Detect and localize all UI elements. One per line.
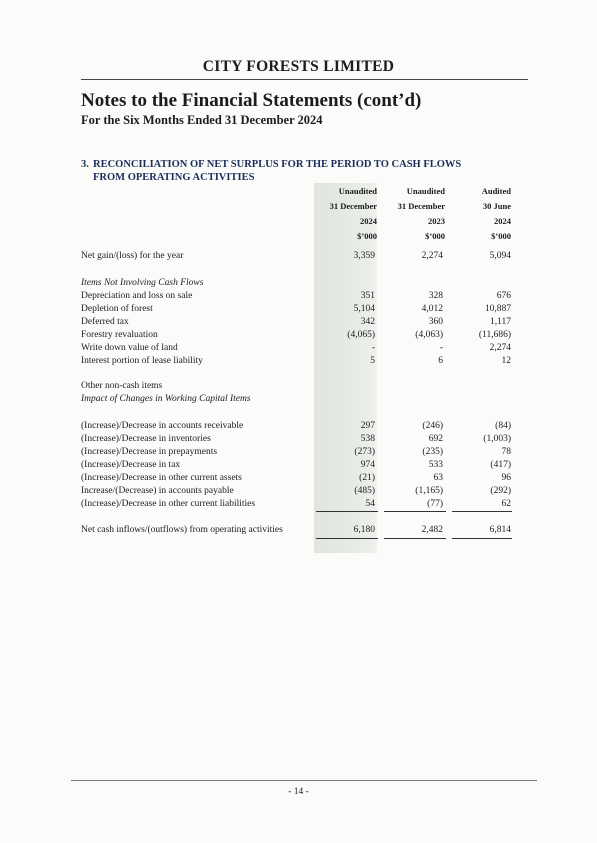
cell-annual: 1,117	[489, 317, 511, 327]
column-header-annual	[482, 184, 511, 244]
section-number: 3.	[81, 159, 89, 170]
footer-rule	[71, 780, 537, 781]
row-label: Deferred tax	[81, 317, 129, 327]
table-row	[81, 329, 511, 341]
column-year: 2024	[494, 216, 511, 226]
row-label: (Increase)/Decrease in tax	[81, 460, 181, 470]
row-label: Write down value of land	[81, 343, 178, 353]
cell-annual: 62	[501, 499, 511, 509]
row-label: (Increase)/Decrease in prepayments	[81, 447, 218, 457]
section-title-line2: FROM OPERATING ACTIVITIES	[93, 172, 255, 183]
table-row	[81, 472, 511, 484]
column-date: 30 June	[482, 201, 511, 211]
table-row	[81, 433, 511, 445]
cell-prior: 2,274	[421, 251, 443, 261]
cell-current: 538	[360, 434, 375, 444]
cell-current: (4,065)	[347, 330, 375, 340]
row-label: Forestry revaluation	[81, 330, 158, 340]
row-label: Interest portion of lease liability	[81, 356, 203, 366]
row-label: (Increase)/Decrease in inventories	[81, 434, 211, 444]
cell-current: 54	[365, 499, 375, 509]
column-status: Unaudited	[338, 186, 377, 196]
page-subtitle: For the Six Months Ended 31 December 2024	[81, 113, 323, 127]
column-header-prior	[398, 184, 445, 244]
table-row	[81, 342, 511, 354]
row-label: (Increase)/Decrease in other current liabilities	[81, 499, 256, 509]
cell-annual: 78	[501, 447, 511, 457]
row-label: Net cash inflows/(outflows) from operating activities	[81, 525, 283, 535]
column-date: 31 December	[329, 201, 377, 211]
cell-annual: (1,003)	[483, 434, 511, 444]
column-status: Audited	[481, 186, 511, 196]
cell-annual: 96	[501, 473, 511, 483]
table-row	[81, 290, 511, 302]
cell-prior: (4,063)	[415, 330, 443, 340]
cell-annual: (11,686)	[478, 330, 511, 340]
row-label: (Increase)/Decrease in other current assets	[81, 473, 242, 483]
cell-prior: 328	[428, 291, 443, 301]
section-title-line1: RECONCILIATION OF NET SURPLUS FOR THE PERIOD TO CASH FLOWS	[93, 159, 462, 170]
cell-prior: 6	[438, 356, 443, 366]
cell-current: (21)	[359, 473, 375, 483]
cell-annual: (417)	[490, 460, 511, 470]
cell-prior: 2,482	[421, 525, 443, 535]
cell-annual: 6,814	[489, 525, 511, 535]
column-year: 2024	[360, 216, 377, 226]
cell-prior: 360	[428, 317, 443, 327]
cell-prior: 692	[428, 434, 443, 444]
cell-current: 342	[360, 317, 375, 327]
cell-annual: 676	[496, 291, 511, 301]
total-rule	[384, 538, 446, 539]
total-rule	[316, 538, 378, 539]
column-date: 31 December	[397, 201, 445, 211]
cell-current: 351	[360, 291, 375, 301]
subtotal-rule	[384, 511, 446, 512]
row-label: Depreciation and loss on sale	[81, 291, 193, 301]
cell-current: 3,359	[353, 251, 375, 261]
cell-prior: -	[439, 343, 443, 353]
section-heading	[81, 158, 521, 184]
table-row	[81, 355, 511, 367]
cell-annual: (292)	[490, 486, 511, 496]
column-unit: $’000	[425, 231, 445, 241]
column-status: Unaudited	[406, 186, 445, 196]
cell-prior: (235)	[422, 447, 443, 457]
table-row-heading	[81, 380, 511, 392]
column-unit: $’000	[357, 231, 377, 241]
cell-prior: 4,012	[421, 304, 443, 314]
table-row	[81, 250, 511, 262]
cell-current: -	[371, 343, 375, 353]
table-row-heading	[81, 277, 511, 289]
row-label: Net gain/(loss) for the year	[81, 251, 184, 261]
subtotal-rule	[452, 511, 512, 512]
table-row	[81, 498, 511, 510]
cell-prior: (1,165)	[415, 486, 443, 496]
cell-current: 974	[360, 460, 375, 470]
row-label: Impact of Changes in Working Capital Items	[81, 394, 251, 404]
cell-prior: (246)	[422, 421, 443, 431]
cell-annual: (84)	[495, 421, 511, 431]
table-row	[81, 303, 511, 315]
row-label: Other non-cash items	[81, 381, 163, 391]
cell-prior: 63	[433, 473, 443, 483]
cell-current: 6,180	[353, 525, 375, 535]
table-row	[81, 485, 511, 497]
table-row	[81, 446, 511, 458]
cell-annual: 2,274	[489, 343, 511, 353]
company-name: CITY FORESTS LIMITED	[202, 58, 395, 75]
cell-current: 297	[360, 421, 375, 431]
page-title: Notes to the Financial Statements (cont’d)	[81, 90, 422, 111]
table-row	[81, 420, 511, 432]
cell-current: 5,104	[353, 304, 375, 314]
page-number: - 14 -	[288, 787, 309, 797]
cell-current: (485)	[354, 486, 375, 496]
column-unit: $’000	[491, 231, 511, 241]
table-row-total	[81, 524, 511, 536]
header-rule	[81, 79, 528, 80]
cell-annual: 10,887	[484, 304, 511, 314]
cell-current: (273)	[354, 447, 375, 457]
column-header-current	[330, 184, 377, 244]
subtotal-rule	[316, 511, 378, 512]
row-label: (Increase)/Decrease in accounts receivable	[81, 421, 244, 431]
cell-prior: 533	[428, 460, 443, 470]
table-row	[81, 316, 511, 328]
row-label: Items Not Involving Cash Flows	[81, 278, 204, 288]
table-row	[81, 459, 511, 471]
cell-annual: 12	[501, 356, 511, 366]
table-row-heading	[81, 393, 511, 405]
row-label: Depletion of forest	[81, 304, 153, 314]
row-label: Increase/(Decrease) in accounts payable	[81, 486, 234, 496]
cell-annual: 5,094	[489, 251, 511, 261]
cell-current: 5	[370, 356, 375, 366]
total-rule	[452, 538, 512, 539]
cell-prior: (77)	[427, 499, 443, 509]
column-year: 2023	[428, 216, 445, 226]
